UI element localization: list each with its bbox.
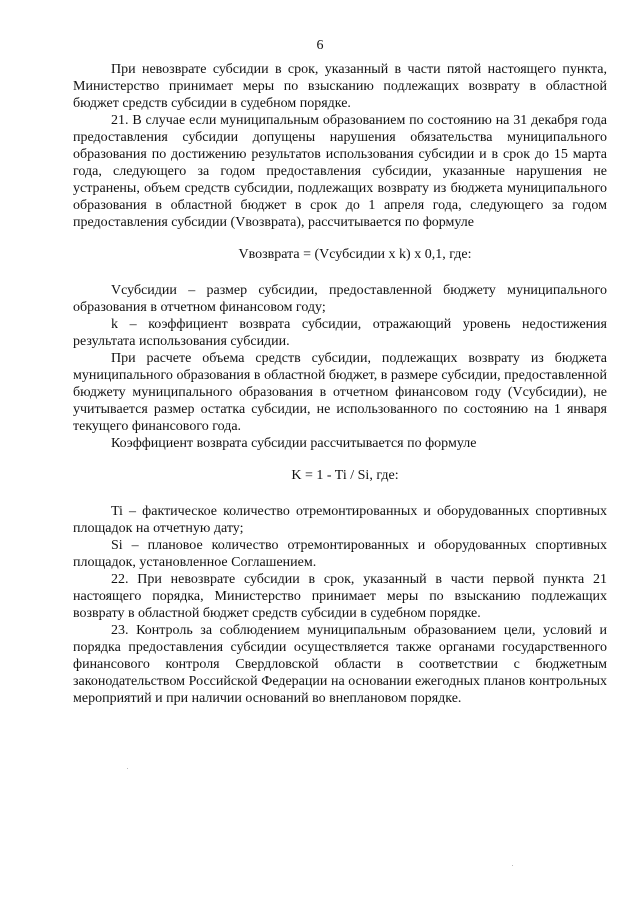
formula-refund-volume: Vвозврата = (Vсубсидии x k) x 0,1, где: xyxy=(238,247,472,262)
paragraph-v-subsidy-definition: Vсубсидии – размер субсидии, предоставленной бюджету муниципального образования в отчетном финансовом году; xyxy=(73,283,607,315)
paragraph-k-definition: k – коэффициент возврата субсидии, отражающий уровень недостижения результата использования субсидии. xyxy=(73,317,607,349)
paragraph-coefficient-intro: Коэффициент возврата субсидии рассчитывается по формуле xyxy=(111,436,477,451)
scan-speck xyxy=(512,865,513,866)
paragraph-refund-deadline: При невозврате субсидии в срок, указанный в части пятой настоящего пункта, Министерство принимает меры по взысканию подлежащих возврату в областной бюджет средств субсидии в судебном порядке. xyxy=(73,62,607,111)
page-number: 6 xyxy=(316,38,324,53)
paragraph-21-violation-refund: 21. В случае если муниципальным образованием по состоянию на 31 декабря года предоставления субсидии допущены нарушения обязательства муниципального образования по достижению результатов использования субсидии и в срок до 15 марта года, следующего за годом предоставления субсидии, указанные нарушения не устранены, объем средств субсидии, подлежащих возврату из бюджета муниципального образования в областной бюджет в срок до 1 апреля года, следующего за годом предоставления субсидии (Vвозврата), рассчитывается по формуле xyxy=(73,113,607,230)
paragraph-22-non-return: 22. При невозврате субсидии в срок, указанный в части первой пункта 21 настоящего порядка, Министерство принимает меры по взысканию подлежащих возврату в областной бюджет средств субсидии в судебном порядке. xyxy=(73,572,607,621)
paragraph-balance-exclusion: При расчете объема средств субсидии, подлежащих возврату из бюджета муниципального образования в областной бюджет, в размере субсидии, предоставленной бюджету муниципального образования в отчетном финансовом году (Vсубсидии), не учитывается размер остатка субсидии, не использованного по состоянию на 1 января текущего финансового года. xyxy=(73,351,607,434)
paragraph-si-definition: Si – плановое количество отремонтированных и оборудованных спортивных площадок, установленное Соглашением. xyxy=(73,538,607,570)
document-body xyxy=(73,61,607,707)
scan-speck xyxy=(127,768,128,769)
paragraph-23-control: 23. Контроль за соблюдением муниципальным образованием цели, условий и порядка предоставления субсидии осуществляется также органами государственного финансового контроля Свердловской области в соответствии с бюджетным законодательством Российской Федерации на основании ежегодных планов контрольных мероприятий и при наличии оснований во внеплановом порядке. xyxy=(73,623,607,706)
formula-coefficient: K = 1 - Ti / Si, где: xyxy=(291,468,399,483)
paragraph-ti-definition: Ti – фактическое количество отремонтированных и оборудованных спортивных площадок на отчетную дату; xyxy=(73,504,607,536)
